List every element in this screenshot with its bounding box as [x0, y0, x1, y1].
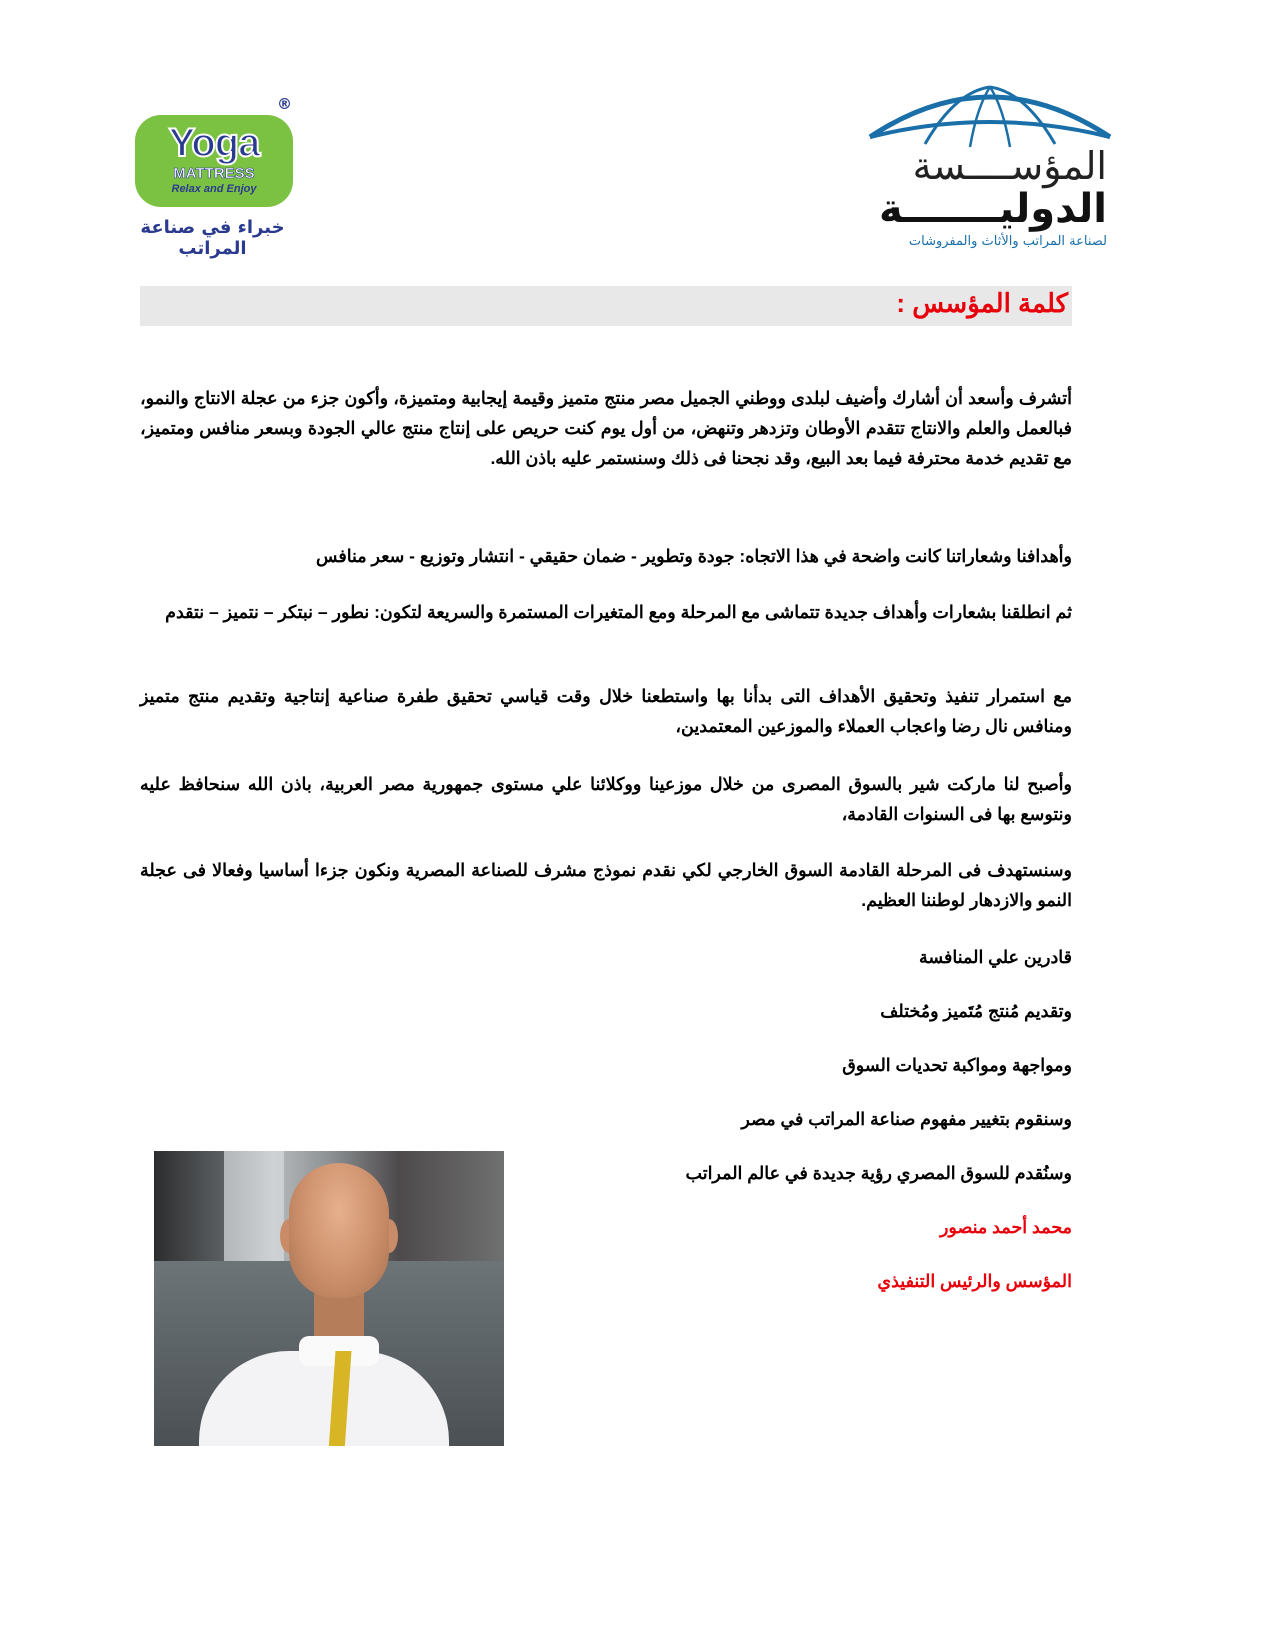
- photo-head: [289, 1163, 389, 1298]
- photo-background-window: [224, 1151, 284, 1261]
- paragraph: وأصبح لنا ماركت شير بالسوق المصرى من خلال موزعينا ووكلائنا علي مستوى جمهورية مصر العربية، باذن الله سنحافظ عليه ونتوسع بها فى السنوات القادمة،: [140, 774, 1072, 824]
- closing-line: وتقديم مُنتج مُتَميز ومُختلف: [880, 1001, 1072, 1021]
- international-corporation-logo: [860, 82, 1115, 262]
- corporation-name-line2: الدوليـــــــة: [878, 186, 1107, 232]
- yoga-product-word: MATTRESS: [173, 165, 255, 182]
- yoga-tagline: Relax and Enjoy: [171, 183, 257, 195]
- section-title: كلمة المؤسس :: [896, 288, 1068, 318]
- founder-photo: [154, 1151, 504, 1446]
- yoga-mattress-logo: [105, 95, 320, 259]
- signature-role: المؤسس والرئيس التنفيذي: [877, 1271, 1072, 1291]
- corporation-subtitle: لصناعة المراتب والأثاث والمفروشات: [908, 234, 1107, 249]
- paragraph: وأهدافنا وشعاراتنا كانت واضحة في هذا الاتجاه: جودة وتطوير - ضمان حقيقي - انتشار وتوزيع - سعر منافس: [316, 546, 1072, 566]
- closing-line: ومواجهة ومواكبة تحديات السوق: [842, 1055, 1072, 1075]
- closing-line: وسنقوم بتغيير مفهوم صناعة المراتب في مصر: [741, 1109, 1072, 1129]
- closing-line: وسنُقدم للسوق المصري رؤية جديدة في عالم المراتب: [685, 1163, 1072, 1183]
- paragraph: وسنستهدف فى المرحلة القادمة السوق الخارجي لكي نقدم نموذج مشرف للصناعة المصرية ونكون جزءا أساسيا وفعالا فى عجلة النمو والازدهار لوطننا العظيم.: [140, 860, 1072, 910]
- yoga-arabic-slogan: خبراء في صناعة المراتب: [140, 217, 285, 259]
- signature-name: محمد أحمد منصور: [939, 1217, 1072, 1237]
- paragraph: مع استمرار تنفيذ وتحقيق الأهداف التى بدأنا بها واستطعنا خلال وقت قياسي تحقيق طفرة صناعية إنتاجية وتقديم منتج متميز ومنافس نال رضا واعجاب العملاء والموزعين المعتمدين،: [140, 686, 1072, 736]
- section-header-bar: [140, 286, 1072, 326]
- corporation-name-line1: المؤســــسة: [912, 144, 1107, 188]
- paragraph: أتشرف وأسعد أن أشارك وأضيف لبلدى ووطني الجميل مصر منتج متميز وقيمة إيجابية ومتميزة، وأكون جزء من عجلة الانتاج والنمو، فبالعمل والعلم والانتاج تتقدم الأوطان وتزدهر وتنهض، من أول يوم كنت حريص على إنتاج منتج عالي الجودة وبسعر منافس ومتميز، مع تقديم خدمة محترفة فيما بعد البيع، وقد نجحنا فى ذلك وسنستمر عليه باذن الله.: [140, 388, 1072, 468]
- yoga-logo-badge: [135, 115, 293, 207]
- paragraph: ثم انطلقنا بشعارات وأهداف جديدة تتماشى مع المرحلة ومع المتغيرات المستمرة والسريعة لتكون: نطور – نبتكر – نتميز – نتقدم: [165, 602, 1072, 622]
- registered-mark-icon: ®: [277, 95, 292, 113]
- globe-icon: [865, 82, 1115, 152]
- closing-line: قادرين علي المنافسة: [919, 947, 1072, 967]
- yoga-brand-word: Yoga: [168, 121, 260, 165]
